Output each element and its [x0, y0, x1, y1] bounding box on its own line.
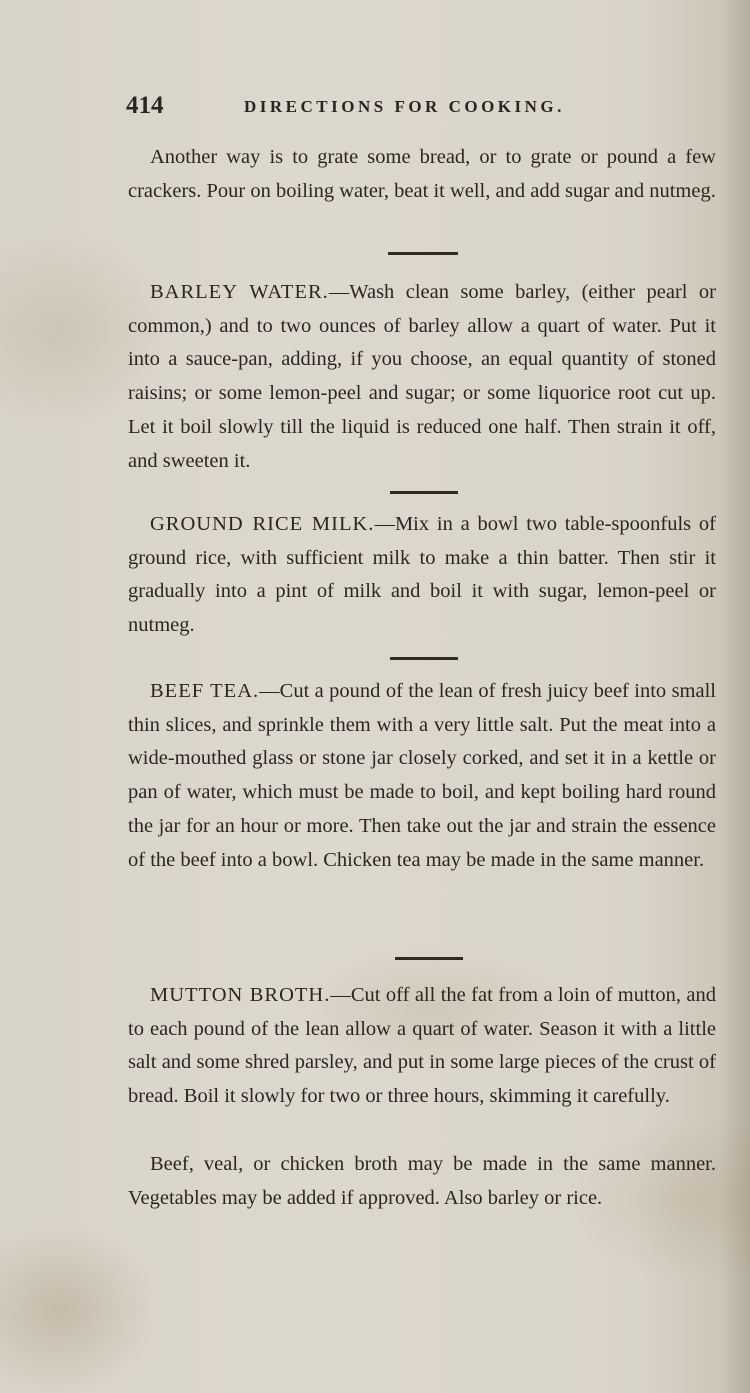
recipe-heading: BARLEY WATER.	[150, 281, 329, 303]
recipe-text: —Mix in a bowl two table-spoonfuls of ground rice, with sufficient milk to make a thin batter. Then stir it gradually into a pint of milk and boil it with sugar, lemon-peel or nutmeg.	[128, 513, 716, 637]
recipe-text: —Cut a pound of the lean of fresh juicy beef into small thin slices, and sprinkle them with a very little salt. Put the meat into a wide-mouthed glass or stone jar closely corked, and set it in a kettle or pan of water, which must be made to boil, and kept boiling hard round the jar for an hour or more. Then take out the jar and strain the essence of the beef into a bowl. Chicken tea may be made in the same manner.	[128, 680, 716, 871]
recipe-ground-rice-milk	[128, 508, 716, 643]
recipe-text: —Wash clean some barley, (either pearl or common,) and to two ounces of barley allow a quart of water. Put it into a sauce-pan, adding, if you choose, an equal quantity of stoned raisins; or some lemon-peel and sugar; or some liquorice root cut up. Let it boil slowly till the liquid is reduced one half. Then strain it off, and sweeten it.	[128, 281, 716, 472]
recipe-heading: BEEF TEA.	[150, 680, 260, 702]
recipe-mutton-broth	[128, 979, 716, 1114]
recipe-text: —Cut off all the fat from a loin of mutton, and to each pound of the lean allow a quart of water. Season it with a little salt and some shred parsley, and put in some large pieces of the crust of bread. Boil it slowly for two or three hours, skimming it carefully.	[128, 984, 716, 1108]
paragraph-broth-variations	[128, 1148, 716, 1215]
recipe-barley-water	[128, 276, 716, 478]
recipe-heading: GROUND RICE MILK.	[150, 513, 375, 535]
paragraph-text: Another way is to grate some bread, or to grate or pound a few crackers. Pour on boiling water, beat it well, and add sugar and nutmeg.	[128, 146, 716, 202]
section-divider	[390, 491, 458, 494]
running-head: DIRECTIONS FOR COOKING.	[244, 97, 565, 116]
recipe-beef-tea	[128, 675, 716, 877]
page-number: 414	[126, 92, 164, 119]
page-header	[126, 92, 716, 128]
paragraph-text: Beef, veal, or chicken broth may be made in the same manner. Vegetables may be added if approved. Also barley or rice.	[128, 1153, 716, 1209]
section-divider	[388, 252, 458, 255]
section-divider	[395, 957, 463, 960]
recipe-heading: MUTTON BROTH.	[150, 984, 331, 1006]
section-divider	[390, 657, 458, 660]
paragraph-cracker-water	[128, 141, 716, 208]
